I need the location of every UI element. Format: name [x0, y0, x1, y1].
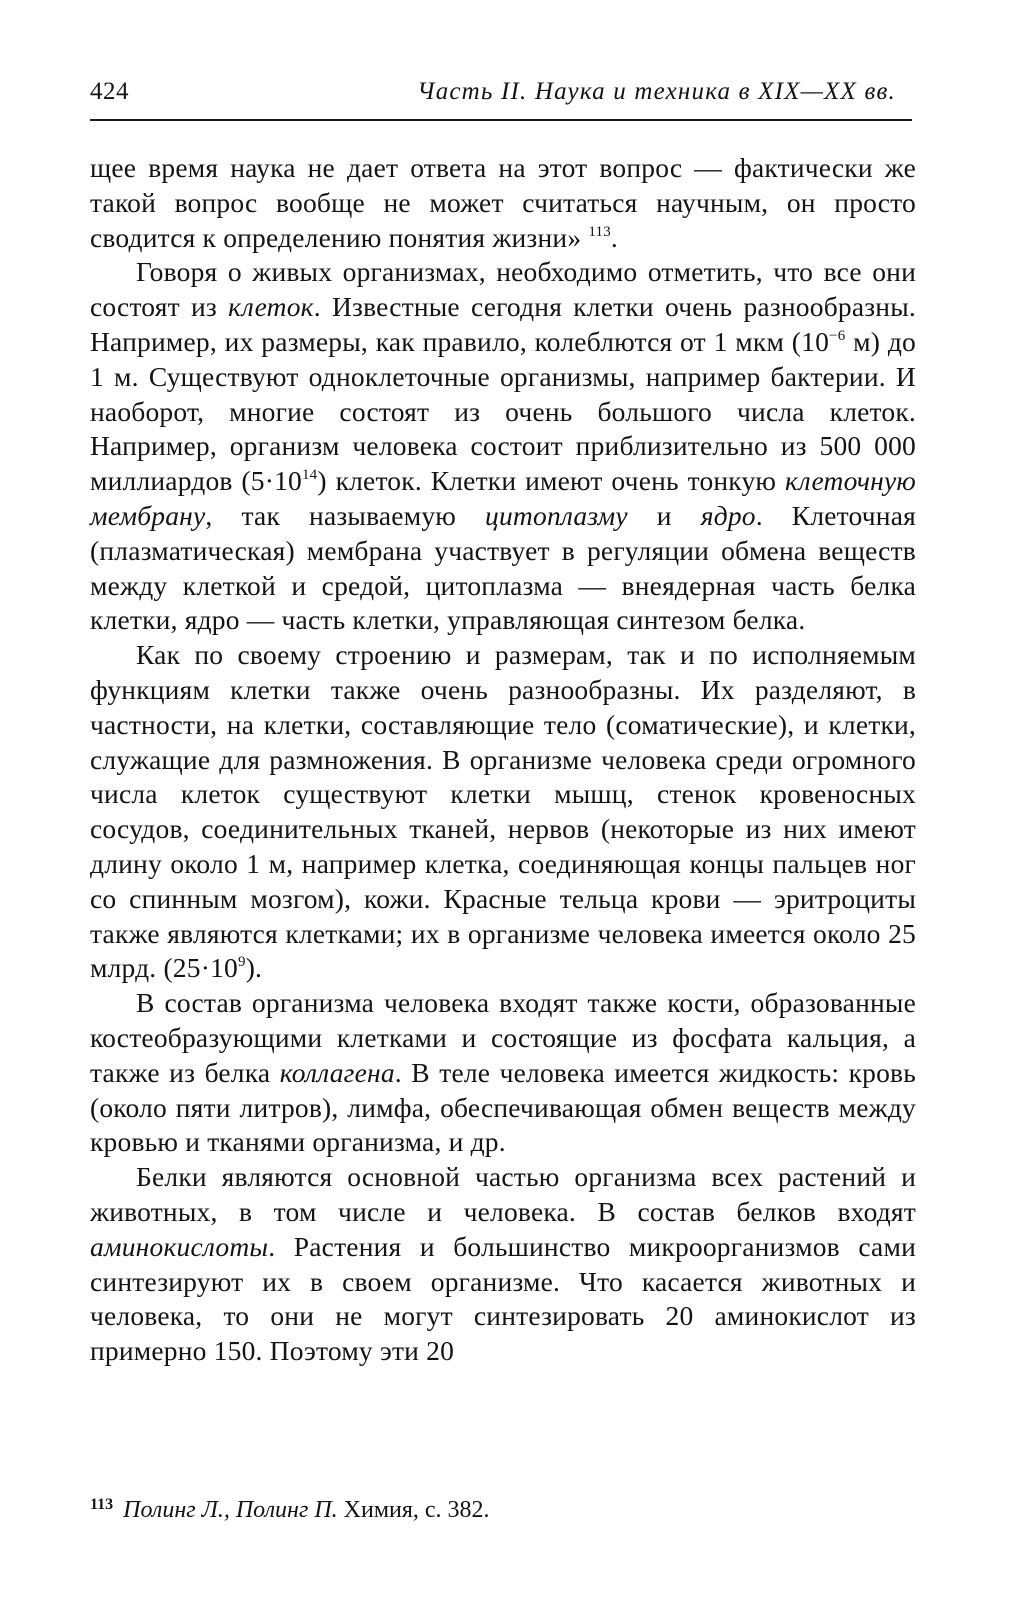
term-cell-membrane: клеточную мембрану [90, 465, 916, 531]
footnote-mark: 113 [90, 1496, 114, 1513]
footnote-ref: 113 [588, 223, 611, 240]
main-text [90, 151, 916, 1369]
paragraph-3: Как по своему строению и размерам, так и по исполняемым функциям клетки также очень разнообразны. Их разделяют, в частности, на клетки, составляющие тело (соматические), и клетки, служащие для размножения. В организме человека среди огромного числа клеток существуют клетки мышц, стенок кровеносных сосудов, соединительных тканей, нервов (некоторые из них имеют длину около 1 м, например клетка, соединяющая концы пальцев ног со спинным мозгом), кожи. Красные тельца крови — эритроциты также являются клетками; их в организме человека имеется около 25 млрд. $(25\cdot 10^9)$. [90, 639, 916, 984]
paragraph-4: В состав организма человека входят также кости, образованные костеобразующими клетками и состоящие из фосфата кальция, а также из белка коллагена. В теле человека имеется жидкость: кровь (около пяти литров), лимфа, обеспечивающая обмен веществ между кровью и тканями организма, и др. [90, 987, 916, 1158]
term-nucleus: ядро [700, 499, 756, 531]
term-cytoplasm: цитоплазму [485, 499, 628, 531]
paragraph-5: Белки являются основной частью организма всех растений и животных, в том числе и человека. В состав белков входят аминокислоты. Растения и большинство микроорганизмов сами синтезируют их в своем организме. Что касается животных и человека, то они не могут синтезировать 20 аминокислот из примерно 150. Поэтому эти 20 [90, 1161, 916, 1367]
header-divider [90, 119, 912, 121]
page-number: 424 [90, 78, 129, 105]
paragraph-2: Говоря о живых организмах, необходимо отметить, что все они состоят из клеток. Известные сегодня клетки очень разнообразны. Например, их размеры, как правило, колеблются от 1 мкм ($10^{-6}$ м) до 1 м. Существуют одноклеточные организмы, например бактерии. И наоборот, многие состоят из очень большого числа клеток. Например, организм человека состоит приблизительно из 500 000 миллиардов $(5\cdot 10^{14})$ клеток. Клетки имеют очень тонкую клеточную мембрану, так называемую цитоплазму и ядро. Клеточная (плазматическая) мембрана участвует в регуляции обмена веществ между клеткой и средой, цитоплазма — внеядерная часть белка клетки, ядро — часть клетки, управляющая синтезом белка. [90, 256, 916, 636]
footnote-source: Химия, с. 382. [337, 1497, 490, 1523]
footnote-authors: Полинг Л., Полинг П. [123, 1497, 338, 1523]
paragraph-1: щее время наука не дает ответа на этот вопрос — фактически же такой вопрос вообще не может считаться научным, он просто сводится к определению понятия жизни» $^{113}$. [90, 152, 916, 253]
footnote [90, 1490, 916, 1525]
page-header [90, 72, 916, 112]
running-title: Часть II. Наука и техника в XIX—XX вв. [417, 78, 896, 105]
term-collagen: коллагена [279, 1056, 395, 1088]
term-amino-acids: аминокислоты [90, 1230, 269, 1262]
term-cells: клеток [228, 291, 314, 323]
